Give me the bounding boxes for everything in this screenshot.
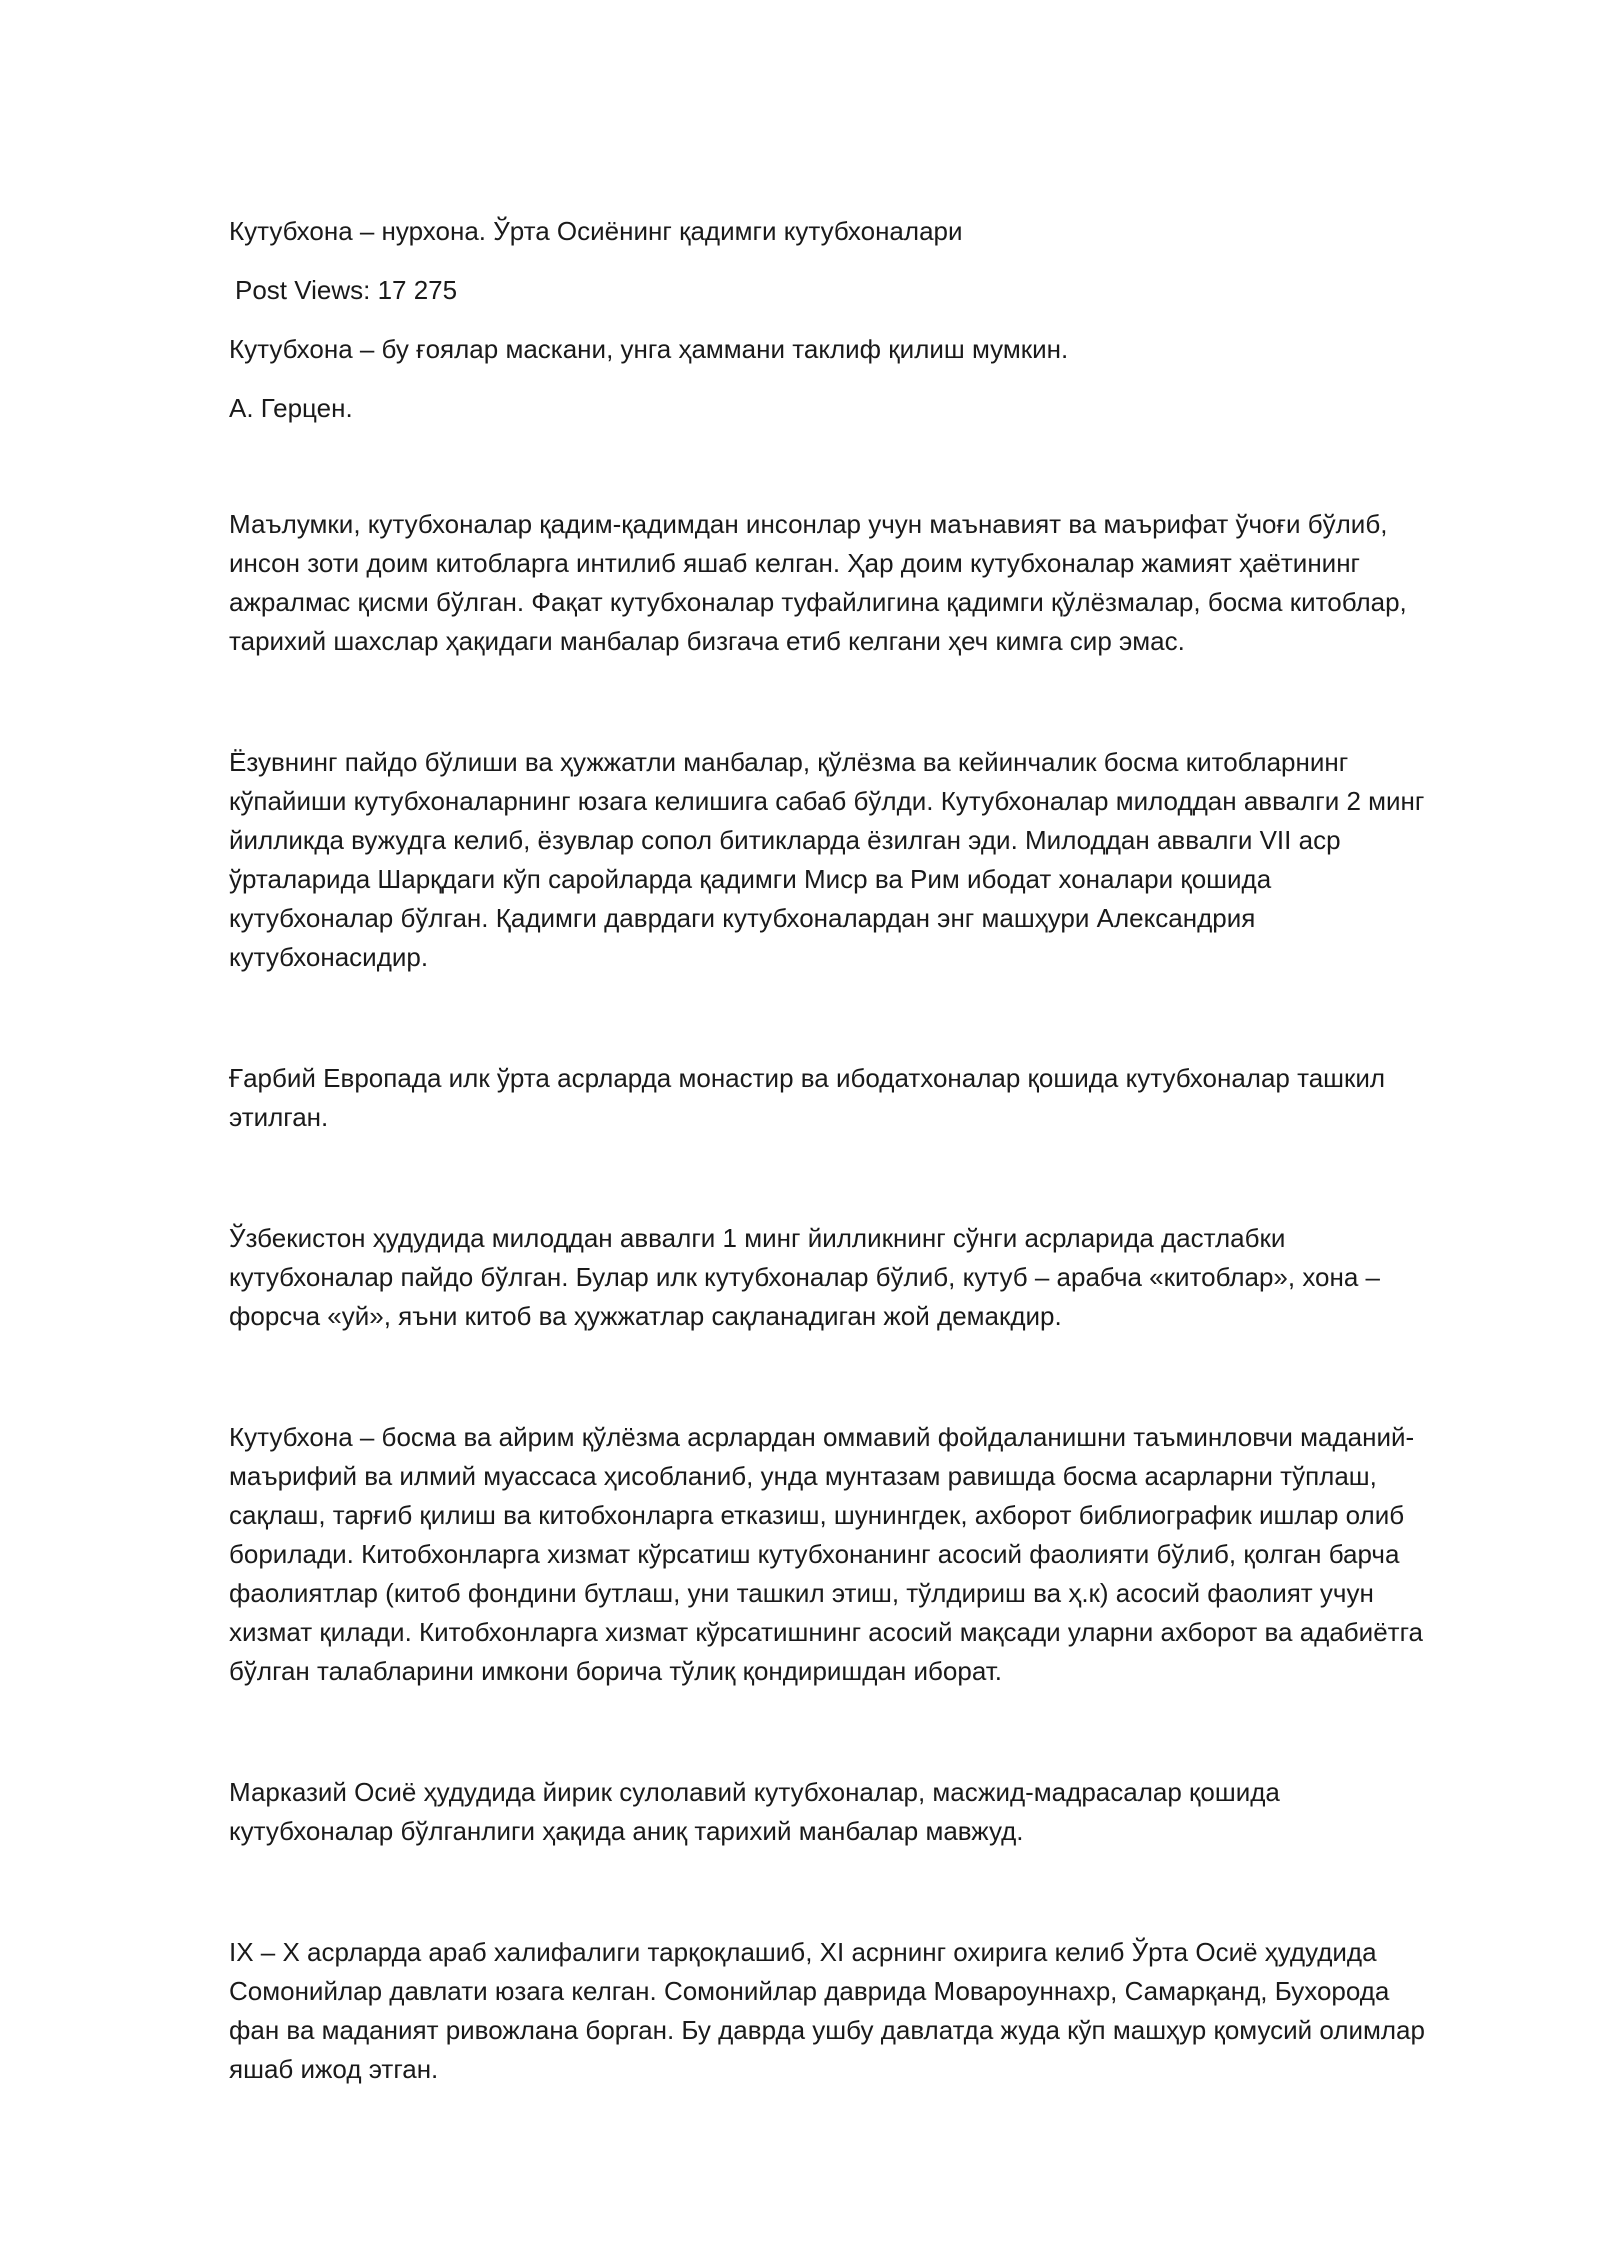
body-paragraph — [229, 1773, 1479, 1851]
paragraph-line: Кутубхона – босма ва айрим қўлёзма асрлардан оммавий фойдаланишни таъминловчи маданий- — [229, 1422, 1415, 1452]
paragraph-line: ўрталарида Шарқдаги кўп саройларда қадимги Миср ва Рим ибодат хоналари қошида — [229, 864, 1272, 894]
paragraph-line: маърифий ва илмий муассаса ҳисобланиб, унда мунтазам равишда босма асарларни тўплаш, — [229, 1461, 1377, 1491]
epigraph-author: А. Герцен. — [229, 393, 353, 423]
paragraph-line: сақлаш, тарғиб қилиш ва китобхонларга етказиш, шунингдек, ахборот библиографик ишлар олиб — [229, 1500, 1405, 1530]
paragraph-line: Ёзувнинг пайдо бўлиши ва ҳужжатли манбалар, қўлёзма ва кейинчалик босма китобларнинг — [229, 747, 1349, 777]
paragraph-line: ажралмас қисми бўлган. Фақат кутубхоналар туфайлигина қадимги қўлёзмалар, босма китоблар, — [229, 587, 1407, 617]
paragraph-line: яшаб ижод этган. — [229, 2054, 439, 2084]
body-paragraph — [229, 1933, 1479, 2089]
paragraph-line: тарихий шахслар ҳақидаги манбалар бизгача етиб келгани ҳеч кимга сир эмас. — [229, 626, 1185, 656]
paragraph-line: хизмат қилади. Китобхонларга хизмат кўрсатишнинг асосий мақсади уларни ахборот ва адабиётга — [229, 1617, 1423, 1647]
body-paragraph — [229, 1219, 1479, 1336]
document-title: Кутубхона – нурхона. Ўрта Осиёнинг қадимги кутубхоналари — [229, 216, 963, 246]
paragraph-line: этилган. — [229, 1102, 329, 1132]
paragraph-line: борилади. Китобхонларга хизмат кўрсатиш кутубхонанинг асосий фаолияти бўлиб, қолган барча — [229, 1539, 1400, 1569]
post-views-counter: Post Views: 17 275 — [235, 275, 458, 305]
paragraph-line: фан ва маданият ривожлана борган. Бу даврда ушбу давлатда жуда кўп машҳур қомусий олимлар — [229, 2015, 1425, 2045]
paragraph-line: фаолиятлар (китоб фондини бутлаш, уни ташкил этиш, тўлдириш ва ҳ.к) асосий фаолият учун — [229, 1578, 1374, 1608]
epigraph-quote: Кутубхона – бу ғоялар маскани, унга ҳаммани таклиф қилиш мумкин. — [229, 334, 1069, 364]
paragraph-line: кутубхоналар пайдо бўлган. Булар илк кутубхоналар бўлиб, кутуб – арабча «китоблар», хона – — [229, 1262, 1381, 1292]
paragraph-line: Сомонийлар давлати юзага келган. Сомонийлар даврида Мовароуннахр, Самарқанд, Бухорода — [229, 1976, 1390, 2006]
paragraph-line: IX – X асрларда араб халифалиги тарқоқлашиб, XI асрнинг охирига келиб Ўрта Осиё ҳудудида — [229, 1937, 1377, 1967]
paragraph-line: Марказий Осиё ҳудудида йирик сулолавий кутубхоналар, масжид-мадрасалар қошида — [229, 1777, 1280, 1807]
paragraph-line: Ўзбекистон ҳудудида милоддан аввалги 1 минг йилликнинг сўнги асрларида дастлабки — [229, 1223, 1286, 1253]
paragraph-line: йилликда вужудга келиб, ёзувлар сопол битикларда ёзилган эди. Милоддан аввалги VII аср — [229, 825, 1341, 855]
paragraph-line: кўпайиши кутубхоналарнинг юзага келишига сабаб бўлди. Кутубхоналар милоддан аввалги 2 минг — [229, 786, 1425, 816]
paragraph-line: Маълумки, кутубхоналар қадим-қадимдан инсонлар учун маънавият ва маърифат ўчоғи бўлиб, — [229, 509, 1388, 539]
paragraph-line: инсон зоти доим китобларга интилиб яшаб келган. Ҳар доим кутубхоналар жамият ҳаётининг — [229, 548, 1361, 578]
paragraph-line: кутубхонасидир. — [229, 942, 429, 972]
paragraph-line: кутубхоналар бўлганлиги ҳақида аниқ тарихий манбалар мавжуд. — [229, 1816, 1024, 1846]
paragraph-line: бўлган талабларини имкони борича тўлиқ қондиришдан иборат. — [229, 1656, 1002, 1686]
body-paragraph — [229, 1059, 1479, 1137]
paragraph-line: Ғарбий Европада илк ўрта асрларда монастир ва ибодатхоналар қошида кутубхоналар ташкил — [229, 1063, 1386, 1093]
document-page — [229, 212, 1479, 2171]
body-paragraph — [229, 505, 1479, 661]
body-paragraph — [229, 1418, 1479, 1691]
paragraph-line: форсча «уй», яъни китоб ва ҳужжатлар сақланадиган жой демакдир. — [229, 1301, 1062, 1331]
paragraph-line: кутубхоналар бўлган. Қадимги даврдаги кутубхоналардан энг машҳури Александрия — [229, 903, 1256, 933]
body-paragraph — [229, 743, 1479, 977]
